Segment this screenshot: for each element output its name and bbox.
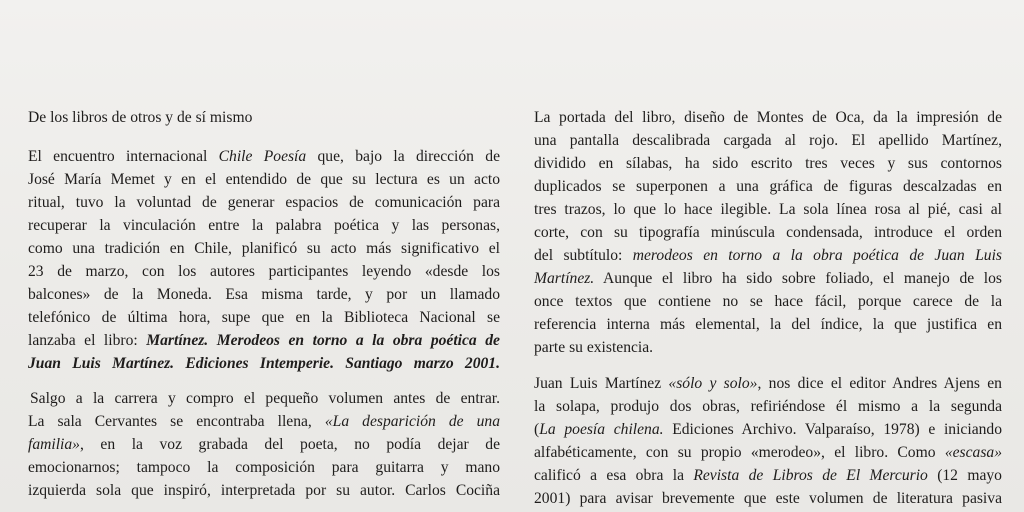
text-line: tres trazos, lo que lo hace ilegible. La sola línea rosa al pié, casi al xyxy=(534,201,1002,218)
text-line: la solapa, produjo dos obras, refiriéndose él mismo a la segunda xyxy=(534,398,1002,415)
text-line: dividido en sílabas, ha sido escrito tres veces y sus contornos xyxy=(534,155,1002,172)
text-line: La sala Cervantes se encontraba llena, «La desparición de una xyxy=(28,413,500,430)
text-line: Juan Luis Martínez «sólo y solo», nos dice el editor Andres Ajens en xyxy=(534,375,1002,392)
section-heading: De los libros de otros y de sí mismo xyxy=(28,109,253,126)
text-line: izquierda sola que inspiró, interpretada por su autor. Carlos Cociña xyxy=(28,482,500,499)
text-line: del subtítulo: merodeos en torno a la obra poética de Juan Luis xyxy=(534,247,1002,264)
text-line: duplicados se superponen a una gráfica de figuras descalzadas en xyxy=(534,178,1002,195)
text-line: ritual, tuvo la voluntad de generar espacios de comunicación para xyxy=(28,194,500,211)
text-line: 23 de marzo, con los autores participantes leyendo «desde los xyxy=(28,263,500,280)
text-line: recuperar la vinculación entre la palabra poética y las personas, xyxy=(28,217,500,234)
text-line: balcones» de la Moneda. Esa misma tarde, y por un llamado xyxy=(28,286,500,303)
text-line: Martínez. Aunque el libro ha sido sobre foliado, el manejo de los xyxy=(534,270,1002,287)
text-line: José María Memet y en el entendido de que su lectura es un acto xyxy=(28,171,500,188)
text-line: referencia interna más elemental, la del índice, la que justifica en xyxy=(534,316,1002,333)
text-line: como una tradición en Chile, planificó su acto más significativo el xyxy=(28,240,500,257)
text-line: alfabéticamente, con su propio «merodeo», el libro. Como «escasa» xyxy=(534,444,1002,461)
text-line: telefónico de última hora, supe que en la Biblioteca Nacional se xyxy=(28,309,500,326)
text-line: una pantalla descalibrada cargada al rojo. El apellido Martínez, xyxy=(534,132,1002,149)
text-line: lanzaba el libro: Martínez. Merodeos en torno a la obra poética de xyxy=(28,332,500,349)
text-line: Juan Luis Martínez. Ediciones Intemperie. Santiago marzo 2001. xyxy=(28,355,500,372)
text-line: La portada del libro, diseño de Montes de Oca, da la impresión de xyxy=(534,109,1002,126)
text-line: Salgo a la carrera y compro el pequeño volumen antes de entrar. xyxy=(30,390,500,407)
text-line: (La poesía chilena. Ediciones Archivo. Valparaíso, 1978) e iniciando xyxy=(534,421,1003,438)
text-line: El encuentro internacional Chile Poesía que, bajo la dirección de xyxy=(28,148,500,165)
text-line: familia», en la voz grabada del poeta, no podía dejar de xyxy=(28,436,500,453)
text-line: once textos que contiene no se hace fácil, porque carece de la xyxy=(534,293,1002,310)
text-line: calificó a esa obra la Revista de Libros de El Mercurio (12 mayo xyxy=(534,467,1002,484)
text-line: 2001) para avisar brevemente que este volumen de literatura pasiva xyxy=(534,490,1002,507)
text-line: emocionarnos; tampoco la composición para guitarra y mano xyxy=(28,459,500,476)
text-line: corte, con su tipografía minúscula condensada, introduce el orden xyxy=(534,224,1002,241)
text-line: parte su existencia. xyxy=(534,339,654,356)
